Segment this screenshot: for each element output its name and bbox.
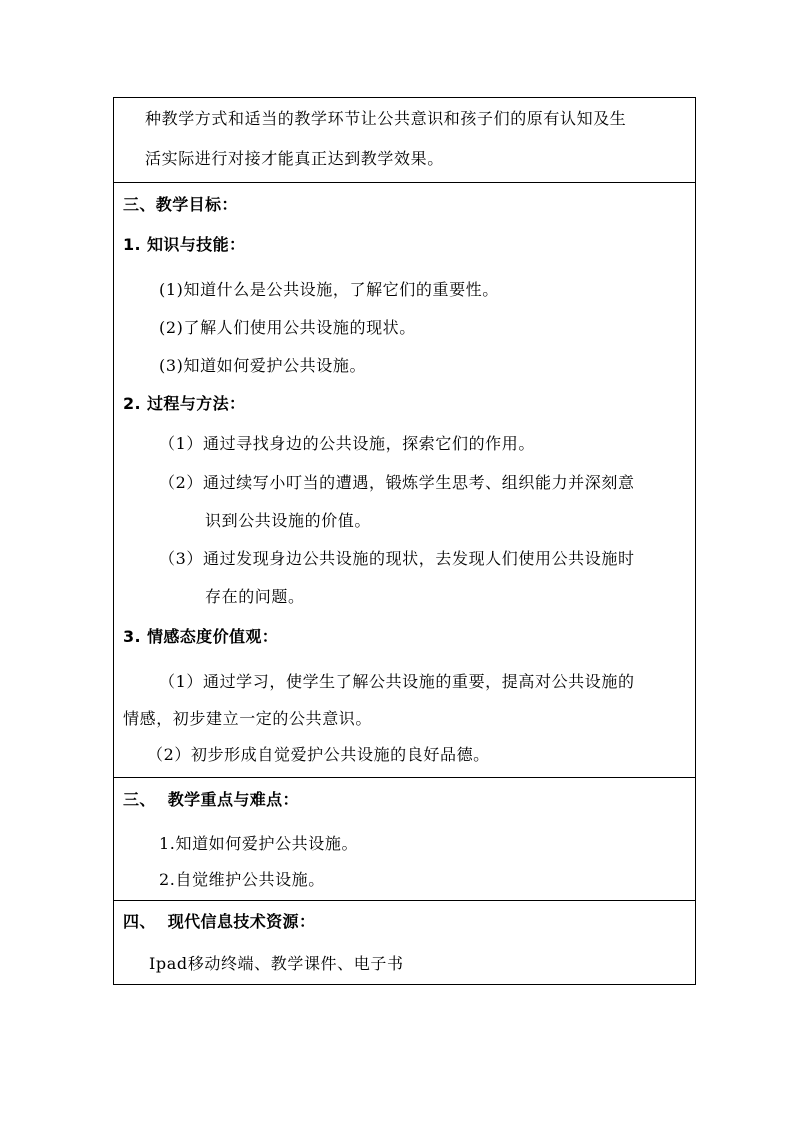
knowledge-heading: 1. 知识与技能：	[123, 235, 246, 254]
keypoints-cell	[114, 777, 695, 900]
process-item-2-line-1: （2）通过续写小叮当的遭遇，锻炼学生思考、组织能力并深刻意	[159, 473, 635, 492]
keypoints-heading: 三、 教学重点与难点：	[123, 790, 299, 809]
process-item-3-line-2: 存在的问题。	[205, 587, 305, 606]
emotion-item-2: （2）初步形成自觉爱护公共设施的良好品德。	[147, 745, 490, 764]
resources-text: Ipad移动终端、教学课件、电子书	[149, 954, 404, 973]
process-heading: 2. 过程与方法：	[123, 394, 246, 413]
knowledge-item-2: (2)了解人们使用公共设施的现状。	[159, 318, 416, 337]
intro-cell	[114, 97, 695, 182]
goals-heading: 三、教学目标：	[123, 195, 238, 214]
resources-cell	[114, 900, 695, 984]
knowledge-item-3: (3)知道如何爱护公共设施。	[159, 356, 367, 375]
knowledge-item-1: (1)知道什么是公共设施，了解它们的重要性。	[159, 280, 499, 299]
emotion-item-1-line-1: （1）通过学习，使学生了解公共设施的重要，提高对公共设施的	[159, 672, 635, 691]
keypoint-item-1: 1.知道如何爱护公共设施。	[159, 834, 359, 853]
intro-line-2: 活实际进行对接才能真正达到教学效果。	[145, 149, 444, 168]
intro-line-1: 种教学方式和适当的教学环节让公共意识和孩子们的原有认知及生	[145, 109, 627, 128]
resources-heading: 四、 现代信息技术资源：	[123, 912, 316, 931]
goals-cell	[114, 182, 695, 777]
process-item-2-line-2: 识到公共设施的价值。	[205, 511, 372, 530]
keypoint-item-2: 2.自觉维护公共设施。	[159, 870, 325, 889]
emotion-item-1-line-2: 情感，初步建立一定的公共意识。	[123, 709, 373, 728]
process-item-3-line-1: （3）通过发现身边公共设施的现状，去发现人们使用公共设施时	[159, 549, 635, 568]
lesson-plan-table	[113, 97, 696, 985]
process-item-1: （1）通过寻找身边的公共设施，探索它们的作用。	[159, 434, 535, 453]
emotion-heading: 3. 情感态度价值观：	[123, 627, 279, 646]
